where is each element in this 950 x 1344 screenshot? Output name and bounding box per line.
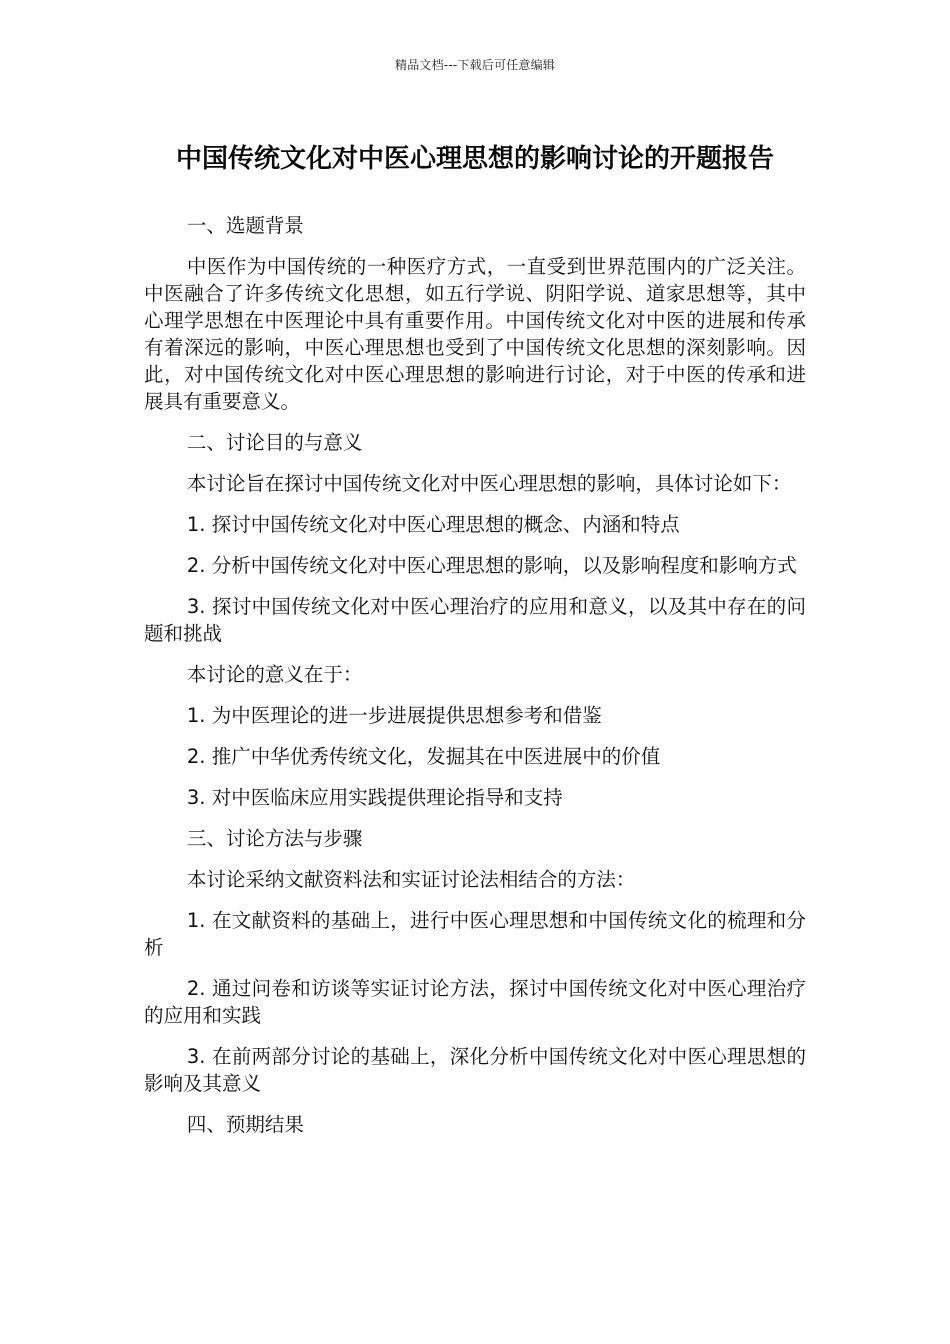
document-body [144, 212, 806, 1152]
paragraph-methods-intro: 本讨论采纳文献资料法和实证讨论法相结合的方法： [186, 868, 636, 891]
paragraph-background: 中医作为中国传统的一种医疗方式，一直受到世界范围内的广泛关注。中医融合了许多传统文化思想，如五行学说、阴阳学说、道家思想等，其中心理学思想在中医理论中具有重要作用。中国传统文化对中医的进展和传承有着深远的影响，中医心理思想也受到了中国传统文化思想的深刻影响。因此，对中国传统文化对中医心理思想的影响进行讨论，对于中医的传承和进展具有重要意义。 [144, 255, 806, 413]
list-item: 1. 在文献资料的基础上，进行中医心理思想和中国传统文化的梳理和分析 [144, 909, 806, 959]
header-watermark: 精品文档---下载后可任意编辑 [395, 58, 555, 72]
list-item: 2. 通过问卷和访谈等实证讨论方法，探讨中国传统文化对中医心理治疗的应用和实践 [144, 977, 806, 1027]
paragraph-significance-intro: 本讨论的意义在于： [186, 663, 363, 686]
list-item: 2. 推广中华优秀传统文化，发掘其在中医进展中的价值 [186, 745, 661, 768]
list-item: 1. 为中医理论的进一步进展提供思想参考和借鉴 [186, 704, 602, 727]
list-item: 2. 分析中国传统文化对中医心理思想的影响，以及影响程度和影响方式 [186, 554, 797, 577]
list-item: 3. 探讨中国传统文化对中医心理治疗的应用和意义，以及其中存在的问题和挑战 [144, 595, 806, 645]
list-item: 1. 探讨中国传统文化对中医心理思想的概念、内涵和特点 [186, 513, 680, 536]
section-heading-background: 一、选题背景 [186, 214, 304, 237]
section-heading-purpose: 二、讨论目的与意义 [186, 431, 363, 454]
section-heading-results: 四、预期结果 [186, 1113, 304, 1136]
list-item: 3. 在前两部分讨论的基础上，深化分析中国传统文化对中医心理思想的影响及其意义 [144, 1045, 806, 1095]
document-title: 中国传统文化对中医心理思想的影响讨论的开题报告 [175, 144, 774, 174]
section-heading-methods: 三、讨论方法与步骤 [186, 827, 363, 850]
paragraph-purpose-intro: 本讨论旨在探讨中国传统文化对中医心理思想的影响，具体讨论如下： [186, 472, 792, 495]
list-item: 3. 对中医临床应用实践提供理论指导和支持 [186, 786, 563, 809]
